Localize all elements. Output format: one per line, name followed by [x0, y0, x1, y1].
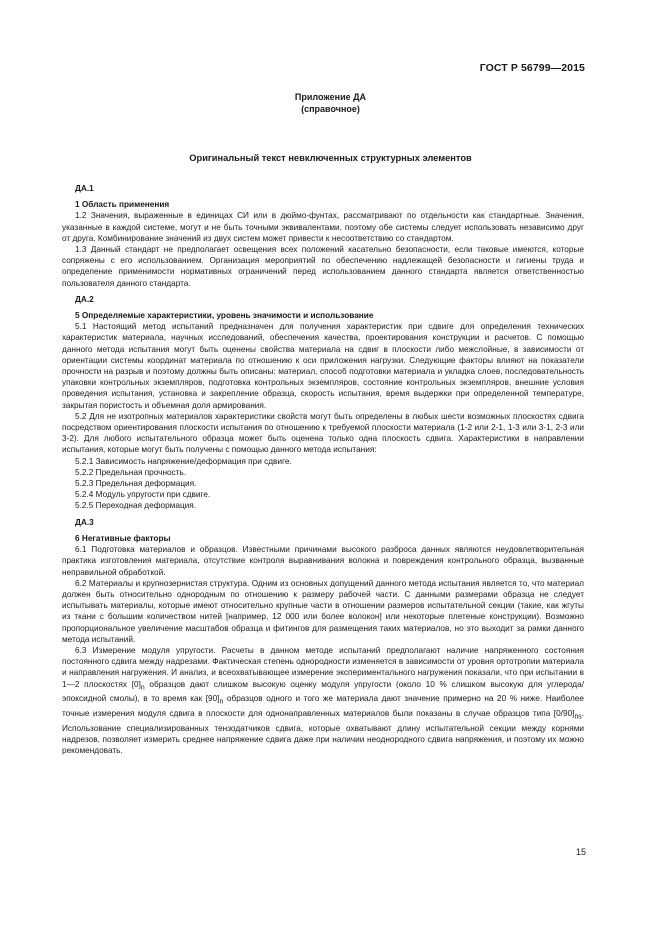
appendix-subtitle: (справочное) — [301, 104, 360, 114]
appendix-title: Приложение ДА — [294, 92, 367, 102]
section-title: 1 Область применения — [75, 200, 170, 210]
list-item: 5.2.5 Переходная деформация. — [75, 501, 197, 511]
paragraph: 1.3 Данный стандарт не предполагает освещения всех положений касательно безопасности, если таковые имеются, которые сопряжены с его использованием. Организация мероприятий по обеспечению надлежащей безопасности и гигиены труда и определение применимости нормативных ограничений перед использованием данного стандарта является ответственностью пользователя данного стандарта. — [62, 245, 584, 288]
section-label: ДА.3 — [75, 517, 94, 527]
page-number: 15 — [575, 847, 586, 857]
paragraph — [62, 645, 584, 757]
text-run: . Использование специализированных тензодатчиков сдвига, которые охватывают длину испытательной секции между корнями надрезов, позволяет измерить среднее напряжение сдвига даже при наличии неоднородного сдвига напряжения, и поэтому их можно рекомендовать. — [62, 709, 584, 756]
paragraph: 5.1 Настоящий метод испытаний предназначен для получения характеристик при сдвиге для определения технических характеристик материала, научных исследований, обеспечения качества, проектирования конструкции и расчетов. С помощью данного метода испытания могут быть оценены свойства материала на сдвиг в плоскости либо межслойные, в зависимости от ориентации системы координат материала по отношению к оси приложения нагрузки. Следующие факторы влияют на показатели прочности на разрыв и поэтому должны быть описаны: материал, способ подготовки материала и укладка слоев, последовательность упаковки контрольных экземпляров, подготовка контрольных экземпляров, состояние контрольных экземпляров, внешние условия проведения испытания, установка и закрепление образца, скорость испытания, время выдержки при определенной температуре, закрытая пористость и объемная доля армирования. — [62, 322, 584, 410]
text-run: образцов одного и того же материала дают значение примерно на 20 % ниже. Наиболее точные измерения модуля сдвига в плоскости для однонаправленных материалов были показаны в случае образцов типа [0/90] — [62, 694, 584, 719]
document-body — [62, 183, 584, 757]
list-item: 5.2.3 Предельная деформация. — [75, 479, 197, 489]
subscript: ns — [574, 713, 582, 721]
section-title: 5 Определяемые характеристики, уровень значимости и использование — [75, 311, 374, 321]
subscript: n — [140, 684, 145, 692]
standard-code: ГОСТ Р 56799—2015 — [479, 62, 585, 74]
list-item: 5.2.4 Модуль упругости при сдвиге. — [75, 490, 211, 500]
paragraph: 6.1 Подготовка материалов и образцов. Известными причинами высокого разброса данных являются неудовлетворительная практика изготовления материала, отсутствие контроля выравнивания волокна и повреждения контрольного образца, вызванные неправильной обработкой. — [62, 545, 584, 577]
paragraph: 5.2 Для не изотропных материалов характеристики свойств могут быть определены в любых шести возможных плоскостях сдвига посредством ориентирования плоскости испытания по отношению к требуемой плоскости материала (1-2 или 2-1, 1-3 или 3-1, 2-3 или 3-2). Для любого испытательного образца может быть оценена только одна плоскость сдвига. Характеристики в направлении испытания, которые могут быть получены с помощью данного метода испытания: — [62, 411, 584, 455]
list-item: 5.2.2 Предельная прочность. — [75, 467, 187, 477]
section-label: ДА.2 — [75, 294, 94, 304]
document-title: Оригинальный текст невключенных структурных элементов — [189, 153, 472, 163]
text-run: 6.3 Измерение модуля упругости. Расчеты в данном методе испытаний предполагают наличие напряженного состояния постоянного сдвига между надрезами. Фактическая степень однородности изменяется в зависимости от уровня ортотропии материала и направления нагружения. И анализ, и всеохватывающее измерение экспериментального нагружения показали, что при испытании в 1—2 плоскостях [0] — [62, 645, 584, 689]
paragraph: 6.2 Материалы и крупнозернистая структура. Одним из основных допущений данного метода испытания является то, что материал должен быть относительно однородным по отношению к размеру рабочей части. С данными размерами образца не следует испытывать материалы, которые имеют относительно крупные части в отношении размеров испытательной секции (такие, как жгуты из ткани с большим количеством нитей [например, 12 000 или более волокон] или некоторые плетеные конструкции). Возможно пропорциональное увеличение масштабов образца и фитингов для размещения таких материалов, но это выходит за рамки данного метода испытаний. — [62, 578, 584, 644]
section-label: ДА.1 — [75, 184, 94, 193]
subscript: n — [219, 699, 224, 707]
paragraph: 1.2 Значения, выраженные в единицах СИ или в дюймо-фунтах, рассматривают по отдельности как стандартные. Значения, указанные в каждой системе, могут и не быть точными эквивалентами, поэтому обе системы следует использовать независимо друг от друга. Комбинирование значений из двух систем может привести к несоответствию со стандартом. — [62, 211, 584, 243]
text-run: образцов дают слишком высокую оценку модуля упругости (около 10 % слишком высокую для углерода/эпоксидной смолы), в то время как [90] — [62, 679, 585, 704]
appendix-heading — [0, 91, 661, 115]
list-item: 5.2.1 Зависимость напряжение/деформация при сдвиге. — [75, 456, 292, 466]
section-title: 6 Негативные факторы — [75, 533, 171, 543]
